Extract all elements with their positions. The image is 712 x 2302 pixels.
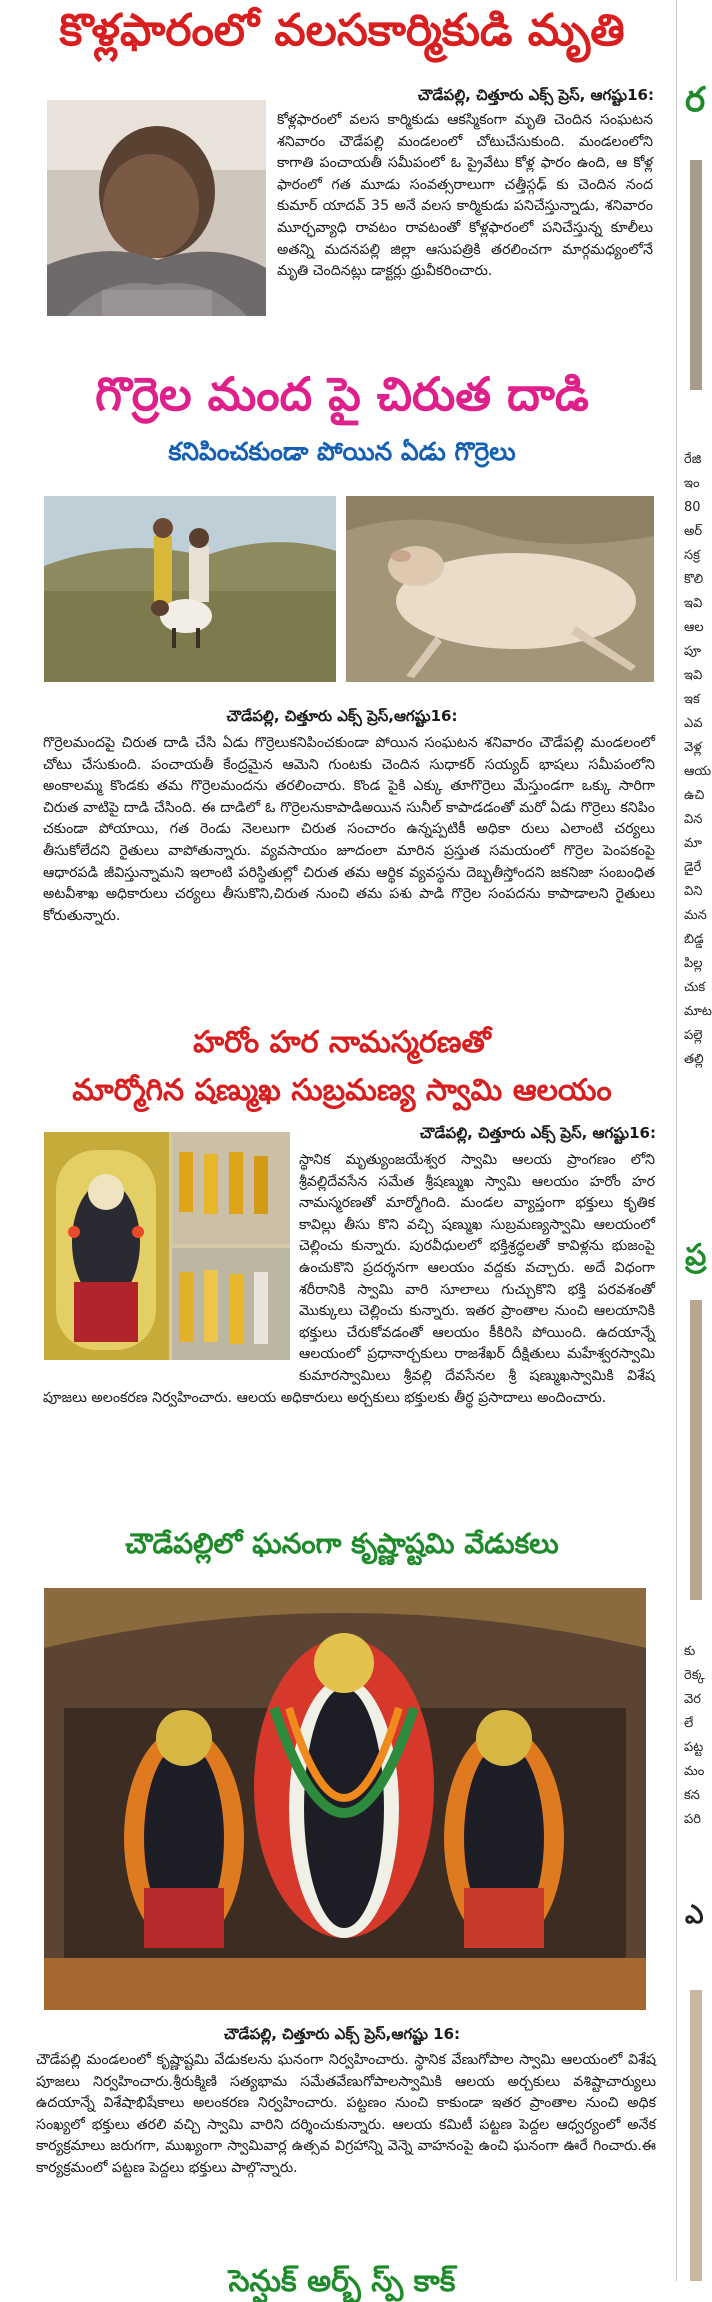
- article2-photo-dead-sheep: [346, 496, 654, 682]
- article1-body: [277, 110, 653, 316]
- article4-photo-krishna-temple: [44, 1588, 646, 2010]
- right-column-top-glyph: ర: [685, 80, 706, 120]
- right-column-mid-glyph: ప్ర: [685, 1238, 707, 1273]
- column-divider: [676, 0, 677, 2281]
- article3-dateline: చౌడేపల్లి, చిత్తూరు ఎక్స్ ప్రెస్, ఆగష్టు16:: [419, 1124, 656, 1142]
- article1-paragraph: కోళ్లఫారంలో వలస కార్మికుడు ఆకస్మికంగా మృతి చెందిన సంఘటన శనివారం చౌడేపల్లి మండలంలో చోటుచేసుకుంది. మండలంలోని కాగాతి పంచాయతీ సమీపంలో ఓ ప్రైవేటు కోళ్ల ఫారం ఉంది, ఆ కోళ్ల ఫారంలో గత మూడు సంవత్సరాలుగా చత్తీస్గఢ్ కు చెందిన నంద కుమార్ యాదవ్ 35 అనే వలస కార్మికుడు పనిచేస్తున్నాడు, శనివారం మూర్ఛవ్యాధి రావటం రావటంతో కోళ్లఫారంలో పనిచేస్తున్న కూలీలు అతన్ని మదనపల్లి జిల్లా ఆసుపత్రికి తరలించగా మార్గమధ్యంలోనే మృతి చెందినట్లు డాక్టర్లు ధ్రువీకరించారు.: [277, 112, 653, 280]
- bottom-cut-heading: సెన్షుక్ అర్భ్ స్ప్ కాక్: [228, 2264, 456, 2299]
- article2-subheadline: కనిపించకుండా పోయిన ఏడు గొర్రెలు: [168, 437, 516, 466]
- right-column-photo-strip-2: [690, 1300, 702, 1600]
- right-column-text-2: కు రెక్క వెర లే పట్ట మం కన పరి: [684, 1644, 705, 1827]
- article2-headline: గొర్రెల మంద పై చిరుత దాడి: [95, 367, 589, 421]
- article3-photo-float: [43, 1150, 299, 1376]
- article3-body: [43, 1150, 655, 1516]
- article1-dateline: చౌడేపల్లి, చిత్తూరు ఎక్స్ ప్రెస్, ఆగష్టు16:: [417, 86, 654, 104]
- article4-paragraph: చౌడేపల్లి మండలంలో కృష్ణాష్టమి వేడుకలను ఘనంగా నిర్వహించారు. స్థానిక వేణుగోపాల స్వామి ఆలయంలో విశేష పూజలు నిర్వహించారు.శ్రీరుక్మిణి సత్యభామ సమేతవేణుగోపాలస్వామికి ఆలయ అర్చకులు వశిష్టాచార్యులు ఉదయాన్నే విశేషాభిషేకాలు అలంకరణ నిర్వహించారు. పట్టణం నుంచి కాకుండా ఇతర ప్రాంతాల నుంచి అధిక సంఖ్యలో భక్తులు తరలి వచ్చి స్వామి వారిని దర్శించుకున్నారు. ఆలయ కమిటీ పట్టణ పెద్దల ఆధ్వర్యంలో అనేక కార్యక్రమాలు జరుగగా, ముఖ్యంగా స్వామివార్ల ఉత్సవ విగ్రహాన్ని వెన్నె వాహనంపై ఉంచి ఘనంగా ఊరే గించారు.ఈ కార్యక్రమంలో పట్టణ పెద్దలు భక్తులు పాల్గొన్నారు.: [36, 2052, 656, 2176]
- article4-dateline: చౌడేపల్లి, చిత్తూరు ఎక్స్ ప్రెస్,ఆగష్టు 16:: [223, 2025, 461, 2043]
- right-column-photo-strip: [690, 160, 702, 390]
- article2-dateline: చౌడేపల్లి, చిత్తూరు ఎక్స్ ప్రెస్,ఆగష్టు16:: [226, 707, 458, 725]
- article1-photo: [47, 100, 266, 316]
- article4-headline: చౌడేపల్లిలో ఘనంగా కృష్ణాష్టమి వేడుకలు: [125, 1527, 559, 1560]
- article1-headline: కొళ్లఫారంలో వలసకార్మికుడి మృతి: [59, 5, 625, 56]
- article3-headline-line1: హరోం హర నామస్మరణతో: [193, 1025, 491, 1060]
- right-column-text: రేజి ఇం 80 అర్ సక్ర కొలి ఇవి ఆల పూ ఇవి ఇక ఎవ వెళ్ల ఆయ ఉచి విన మా డైరే విని మన బిడ్డ పిల్ల చుక మాట పల్లె తల్లి: [684, 452, 712, 1067]
- article2-photo-shepherd: [44, 496, 336, 682]
- article3-headline-line2: మార్మోగిన షణ్ముఖ సుబ్రమణ్య స్వామి ఆలయం: [72, 1073, 612, 1108]
- article2-body: [43, 733, 655, 1015]
- article4-body: [36, 2050, 656, 2246]
- article2-paragraph: గొర్రెలమందపై చిరుత దాడి చేసి ఏడు గొర్రెలుకనిపించకుండా పోయిన సంఘటన శనివారం చౌడేపల్లి మండలంలో చోటు చేసుకుంది. పంచాయతీ కేంద్రమైన ఆమెని గుంటకు చెందిన సుధాకర్ సయ్యద్ భాషలు సమీపంలోని అంకాలమ్మ కొండకు తమ గొర్రెలమందను తరలించారు. కొండ పైకి ఎక్కు తూగొర్రెలు మేస్తుండగా ఒక్కు సారిగా చిరుత వాటిపై దాడి చేసింది. ఈ దాడిలో ఓ గొర్రెలనుకాపాడిఅయిన సునీల్ కాపాడడంతో మరో ఏడు గొర్రెలు కనిపిం చకుండా పోయాయి, గత రెండు నెలలుగా చిరుత సంచారం ఉన్నప్పటికీ అధికా రులు ఎలాంటి చర్యలు తీసుకోలేదని రైతులు వాపోతున్నారు. వ్యవసాయం జూదంలా మారిన ప్రస్తుత సమయంలో గొర్రెల పెంపకంపై ఆధారపడి జీవిస్తున్నామని ఇలాంటి పరిస్థితుల్లో చిరుత తమ ఆర్థిక వ్యవస్థను దెబ్బతీస్తోందని జకనిజా సంబంధిత అటవీశాఖ అధికారులు చర్యలు తీసుకొని,చిరుత నుంచి తమ పశు పాడి గొర్రెల సంపదను కాపాడాలని రైతులు కోరుతున్నారు.: [43, 735, 655, 924]
- right-column-lower-glyph: ఎ: [685, 1900, 704, 1930]
- right-column-photo-strip-3: [690, 1990, 702, 2281]
- article3-paragraph: స్థానిక మృత్యుంజయేశ్వర స్వామి ఆలయ ప్రాంగణం లోని శ్రీవల్లిదేవసేన సమేత శ్రీషణ్ముఖ స్వామి ఆలయం హరోం హర నామస్మరణతో మార్మోగింది. మండల వ్యాప్తంగా భక్తులు కృతిక కావిల్లు తీసు కొని వచ్చి షణ్ముఖ సుబ్రమణ్యస్వామి ఆలయంలో చెల్లించు కున్నారు. పురవీధులలో భక్తిశ్రద్ధలతో కావిళ్లను భుజంపై ఉంచుకొని ప్రదర్శనగా ఆలయం వద్దకు వచ్చారు. అదే విధంగా శరీరానికి స్వామి వారి సూలాలు గుచ్చుకొని భక్తి పరవశంతో మొక్కులు చెల్లించు కున్నారు. ఇతర ప్రాంతాల నుంచి ఆలయానికి భక్తులు చేరుకోవడంతో ఆలయం కీకిరిసి పోయింది. ఉదయాన్నే ఆలయంలో ప్రధానార్చకులు రాజశేఖర్ దీక్షితులు మహేశ్వరస్వామి కుమారస్వామిలు శ్రీవల్లి దేవసేనల శ్రీ షణ్ముఖస్వామికి విశేష పూజలు అలంకరణ నిర్వహించారు. ఆలయ అధికారులు అర్చకులు భక్తులకు తీర్థ ప్రసాదాలు అందించారు.: [43, 1152, 655, 1406]
